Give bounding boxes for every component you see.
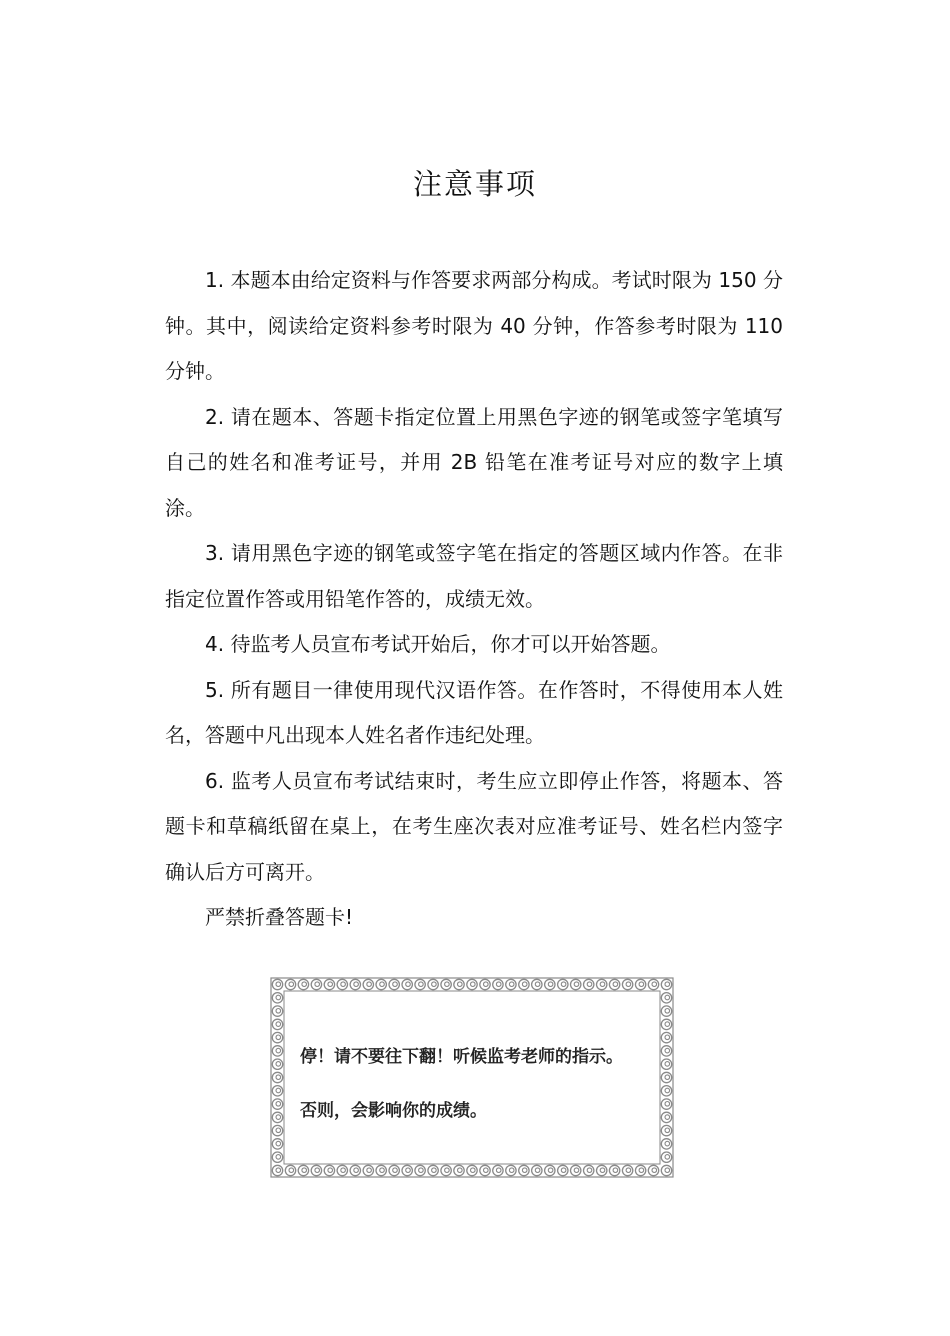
instruction-item-4: 4. 待监考人员宣布考试开始后，你才可以开始答题。 [205,632,671,656]
decorative-scroll-border [268,975,676,1180]
instruction-item-3: 3. 请用黑色字迹的钢笔或签字笔在指定的答题区域内作答。在非指定位置作答或用铅笔作答的，成绩无效。 [165,541,783,611]
instruction-item-1: 1. 本题本由给定资料与作答要求两部分构成。考试时限为 150 分钟。其中，阅读给定资料参考时限为 40 分钟，作答参考时限为 110 分钟。 [165,268,783,383]
instruction-item-6: 6. 监考人员宣布考试结束时，考生应立即停止作答，将题本、答题卡和草稿纸留在桌上，在考生座次表对应准考证号、姓名栏内签字确认后方可离开。 [165,768,783,884]
no-folding-notice: 严禁折叠答题卡! [205,905,354,929]
instructions-list [165,258,783,941]
warning-line-stop: 停！请不要往下翻！听候监考老师的指示。 [300,1047,623,1067]
instruction-item-5: 5. 所有题目一律使用现代汉语作答。在作答时，不得使用本人姓名，答题中凡出现本人姓名者作违纪处理。 [165,677,783,747]
warning-box [268,975,676,1180]
instruction-item-2: 2. 请在题本、答题卡指定位置上用黑色字迹的钢笔或签字笔填写自己的姓名和准考证号，并用 2B 铅笔在准考证号对应的数字上填涂。 [165,404,783,520]
page-title: 注意事项 [412,167,537,201]
warning-line-consequence: 否则，会影响你的成绩。 [300,1101,487,1121]
